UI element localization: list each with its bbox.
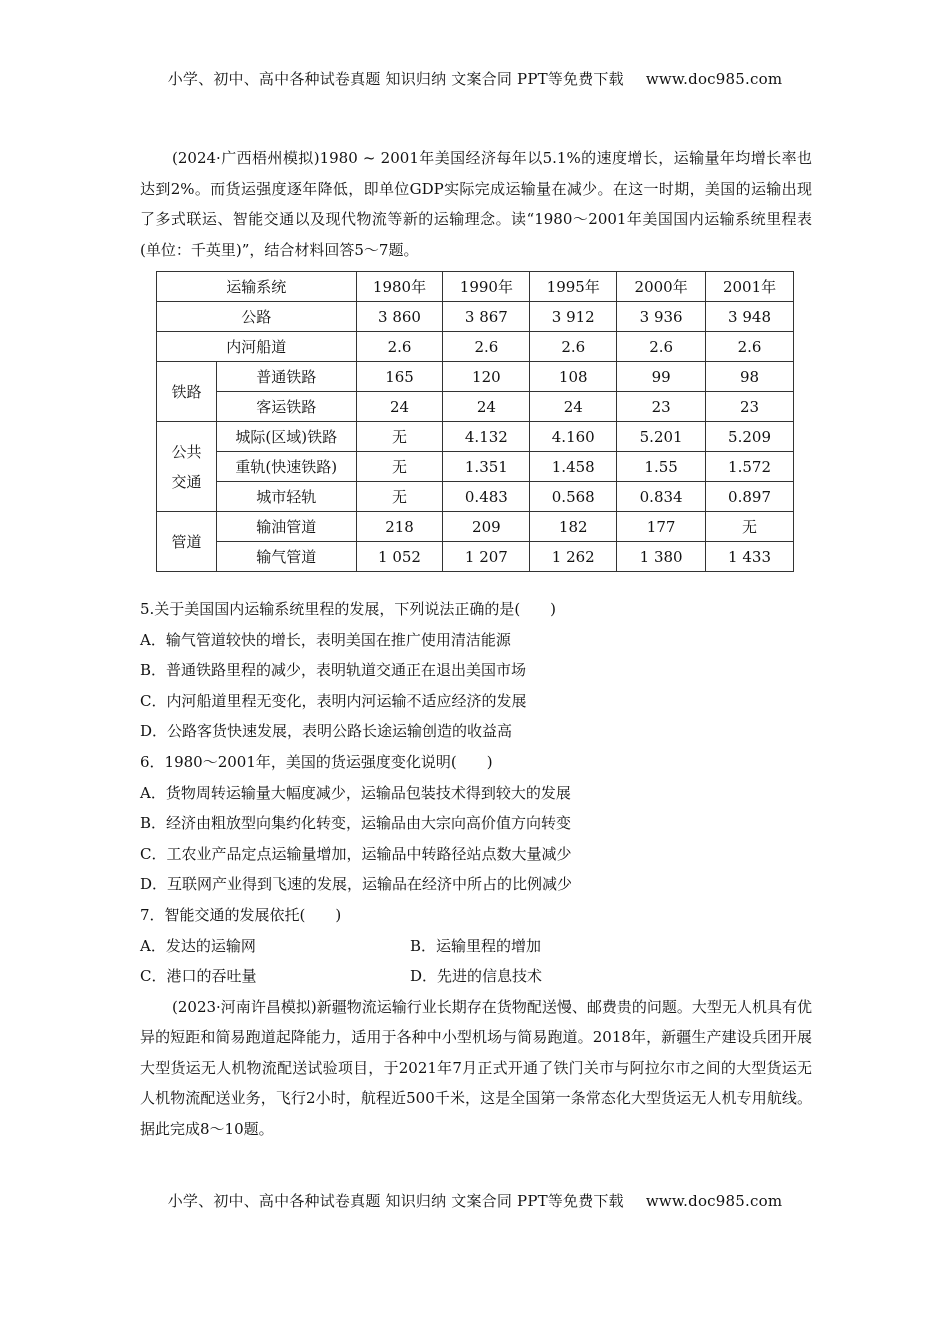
question-7-option-d[interactable]: D．先进的信息技术 xyxy=(410,967,543,986)
questions xyxy=(140,594,812,992)
header-text: 小学、初中、高中各种试卷真题 知识归纳 文案合同 PPT等免费下载 xyxy=(167,70,624,88)
table-cell: 5.209 xyxy=(706,422,794,452)
group-label: 管道 xyxy=(157,512,217,572)
table-cell: 0.483 xyxy=(443,482,530,512)
intro-paragraph-1: (2024·广西梧州模拟)1980 ~ 2001年美国经济每年以5.1%的速度增长，运输量年均增长率也达到2%。而货运强度逐年降低，即单位GDP实际完成运输量在减少。在这一时期，美国的运输出现了多式联运、智能交通以及现代物流等新的运输理念。读“1980～2001年美国国内运输系统里程表(单位：千英里)”，结合材料回答5～7题。 xyxy=(140,149,812,259)
question-6-option-d[interactable]: D．互联网产业得到飞速的发展，运输品在经济中所占的比例减少 xyxy=(140,875,573,894)
table-cell: 1.55 xyxy=(617,452,706,482)
question-5-option-b[interactable]: B．普通铁路里程的减少，表明轨道交通正在退出美国市场 xyxy=(140,661,527,680)
question-5-stem: 5.关于美国国内运输系统里程的发展，下列说法正确的是( ) xyxy=(140,600,557,618)
table-cell: 2.6 xyxy=(356,332,443,362)
mileage-table xyxy=(156,271,794,572)
row-label: 客运铁路 xyxy=(216,392,356,422)
table-cell: 24 xyxy=(443,392,530,422)
table-cell: 无 xyxy=(356,422,443,452)
footer-text: 小学、初中、高中各种试卷真题 知识归纳 文案合同 PPT等免费下载 xyxy=(167,1192,624,1210)
question-7-option-b[interactable]: B．运输里程的增加 xyxy=(410,936,542,955)
table-cell: 23 xyxy=(617,392,706,422)
table-cell: 108 xyxy=(530,362,617,392)
table-cell: 177 xyxy=(617,512,706,542)
row-label: 普通铁路 xyxy=(216,362,356,392)
table-cell: 5.201 xyxy=(617,422,706,452)
table-cell: 1.351 xyxy=(443,452,530,482)
page-footer xyxy=(0,1190,950,1211)
question-7-option-c[interactable]: C．港口的吞吐量 xyxy=(140,967,257,986)
row-label: 输气管道 xyxy=(216,542,356,572)
question-7-options-row-1 xyxy=(140,931,812,962)
table-cell: 1 052 xyxy=(356,542,443,572)
header-cell: 运输系统 xyxy=(157,272,357,302)
row-label: 城市轻轨 xyxy=(216,482,356,512)
table-cell: 24 xyxy=(530,392,617,422)
table-cell: 1.572 xyxy=(706,452,794,482)
table-cell: 1 207 xyxy=(443,542,530,572)
header-cell: 1990年 xyxy=(443,272,530,302)
table-cell: 2.6 xyxy=(443,332,530,362)
table-cell: 无 xyxy=(706,512,794,542)
row-label: 公路 xyxy=(157,302,357,332)
table-row xyxy=(157,392,794,422)
table-cell: 182 xyxy=(530,512,617,542)
table-cell: 23 xyxy=(706,392,794,422)
table-cell: 1.458 xyxy=(530,452,617,482)
table-cell: 3 936 xyxy=(617,302,706,332)
table-cell: 98 xyxy=(706,362,794,392)
page-content xyxy=(140,143,812,1144)
page-header xyxy=(0,68,950,89)
question-7-option-a[interactable]: A．发达的运输网 xyxy=(140,936,256,955)
table-cell: 0.834 xyxy=(617,482,706,512)
question-6-option-a[interactable]: A．货物周转运输量大幅度减少，运输品包装技术得到较大的发展 xyxy=(140,783,571,802)
table-cell: 2.6 xyxy=(530,332,617,362)
group-label: 公共交通 xyxy=(157,422,217,512)
header-cell: 2000年 xyxy=(617,272,706,302)
table-row xyxy=(157,542,794,572)
question-6-stem: 6．1980～2001年，美国的货运强度变化说明( ) xyxy=(140,752,493,771)
table-cell: 4.132 xyxy=(443,422,530,452)
header-cell: 2001年 xyxy=(706,272,794,302)
table-cell: 2.6 xyxy=(617,332,706,362)
table-cell: 无 xyxy=(356,482,443,512)
table-cell: 无 xyxy=(356,452,443,482)
question-5-option-d[interactable]: D．公路客货快速发展，表明公路长途运输创造的收益高 xyxy=(140,722,513,741)
table-row xyxy=(157,362,794,392)
table-cell: 3 867 xyxy=(443,302,530,332)
header-cell: 1995年 xyxy=(530,272,617,302)
question-7-stem: 7．智能交通的发展依托( ) xyxy=(140,905,342,924)
intro-paragraph-2: (2023·河南许昌模拟)新疆物流运输行业长期存在货物配送慢、邮费贵的问题。大型无人机具有优异的短距和简易跑道起降能力，适用于各种中小型机场与简易跑道。2018年，新疆生产建设兵团开展大型货运无人机物流配送试验项目，于2021年7月正式开通了铁门关市与阿拉尔市之间的大型货运无人机物流配送业务，飞行2小时，航程近500千米，这是全国第一条常态化大型货运无人机专用航线。据此完成8～10题。 xyxy=(140,997,812,1138)
table-cell: 2.6 xyxy=(706,332,794,362)
table-cell: 1 433 xyxy=(706,542,794,572)
table-cell: 3 912 xyxy=(530,302,617,332)
table-cell: 218 xyxy=(356,512,443,542)
row-label: 输油管道 xyxy=(216,512,356,542)
table-row xyxy=(157,302,794,332)
group-label: 铁路 xyxy=(157,362,217,422)
row-label: 重轨(快速铁路) xyxy=(216,452,356,482)
question-5-option-a[interactable]: A．输气管道较快的增长，表明美国在推广使用清洁能源 xyxy=(140,630,511,649)
table-row xyxy=(157,512,794,542)
row-label: 内河船道 xyxy=(157,332,357,362)
table-header-row xyxy=(157,272,794,302)
table-cell: 1 380 xyxy=(617,542,706,572)
table-cell: 4.160 xyxy=(530,422,617,452)
footer-url[interactable]: www.doc985.com xyxy=(645,1192,783,1210)
question-5-option-c[interactable]: C．内河船道里程无变化，表明内河运输不适应经济的发展 xyxy=(140,691,527,710)
table-cell: 99 xyxy=(617,362,706,392)
table-cell: 24 xyxy=(356,392,443,422)
table-row xyxy=(157,332,794,362)
table-cell: 3 860 xyxy=(356,302,443,332)
table-row xyxy=(157,452,794,482)
question-7-options-row-2 xyxy=(140,961,812,992)
table-cell: 1 262 xyxy=(530,542,617,572)
table-cell: 209 xyxy=(443,512,530,542)
question-6-option-b[interactable]: B．经济由粗放型向集约化转变，运输品由大宗向高价值方向转变 xyxy=(140,814,572,833)
table-row xyxy=(157,482,794,512)
table-row xyxy=(157,422,794,452)
table-cell: 3 948 xyxy=(706,302,794,332)
question-6-option-c[interactable]: C．工农业产品定点运输量增加，运输品中转路径站点数大量减少 xyxy=(140,844,572,863)
table-cell: 0.568 xyxy=(530,482,617,512)
table-cell: 0.897 xyxy=(706,482,794,512)
row-label: 城际(区域)铁路 xyxy=(216,422,356,452)
header-url[interactable]: www.doc985.com xyxy=(645,70,783,88)
table-cell: 120 xyxy=(443,362,530,392)
header-cell: 1980年 xyxy=(356,272,443,302)
table-cell: 165 xyxy=(356,362,443,392)
